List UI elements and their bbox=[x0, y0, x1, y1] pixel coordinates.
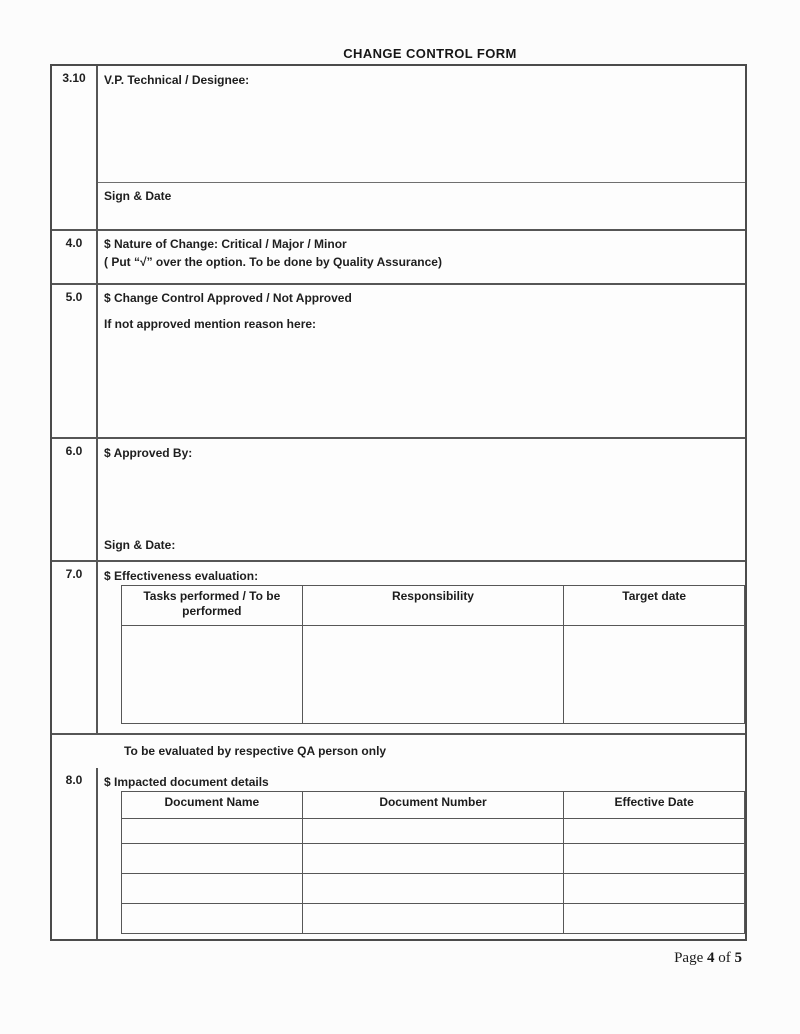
responsibility-header: Responsibility bbox=[302, 586, 564, 626]
row-3-10-content bbox=[98, 66, 745, 229]
empty-cell bbox=[564, 874, 745, 904]
empty-cell bbox=[122, 626, 303, 724]
tasks-performed-header: Tasks performed / To be performed bbox=[122, 586, 303, 626]
row-6-0 bbox=[52, 437, 745, 560]
change-control-form-table bbox=[50, 64, 747, 941]
row-7-0 bbox=[52, 560, 745, 733]
empty-cell bbox=[122, 844, 303, 874]
row-5-0-content bbox=[98, 285, 745, 437]
vp-technical-label: V.P. Technical / Designee: bbox=[104, 73, 250, 87]
page-footer-current: 4 bbox=[707, 950, 715, 966]
row-number: 4.0 bbox=[52, 231, 98, 283]
table-row bbox=[122, 874, 745, 904]
page-title: CHANGE CONTROL FORM bbox=[343, 46, 517, 61]
row-number: 5.0 bbox=[52, 285, 98, 437]
empty-cell bbox=[302, 874, 564, 904]
target-date-header: Target date bbox=[564, 586, 745, 626]
table-row bbox=[122, 844, 745, 874]
row-7-0-content bbox=[98, 562, 745, 733]
effective-date-header: Effective Date bbox=[564, 792, 745, 819]
impacted-document-details-label: $ Impacted document details bbox=[104, 775, 269, 789]
empty-cell bbox=[122, 874, 303, 904]
qa-evaluation-note: To be evaluated by respective QA person only bbox=[52, 733, 745, 768]
table-row bbox=[122, 904, 745, 934]
row-4-0 bbox=[52, 229, 745, 283]
table-row bbox=[122, 626, 745, 724]
impacted-documents-table bbox=[121, 791, 745, 934]
empty-cell bbox=[564, 819, 745, 844]
empty-cell bbox=[564, 844, 745, 874]
page-footer-total: 5 bbox=[734, 950, 742, 966]
not-approved-reason-label: If not approved mention reason here: bbox=[104, 317, 317, 331]
row-number: 7.0 bbox=[52, 562, 98, 733]
effectiveness-evaluation-label: $ Effectiveness evaluation: bbox=[104, 569, 259, 583]
nature-of-change-label: $ Nature of Change: Critical / Major / Minor bbox=[104, 237, 347, 251]
nature-of-change-instruction: ( Put “√” over the option. To be done by Quality Assurance) bbox=[104, 255, 442, 269]
row-4-0-content bbox=[98, 231, 745, 283]
empty-cell bbox=[302, 819, 564, 844]
table-header-row bbox=[122, 586, 745, 626]
page-footer-of: of bbox=[718, 950, 731, 966]
row-number: 6.0 bbox=[52, 439, 98, 560]
row-number: 3.10 bbox=[52, 66, 98, 229]
row-5-0 bbox=[52, 283, 745, 437]
empty-cell bbox=[302, 626, 564, 724]
page-footer bbox=[674, 950, 742, 967]
row-number: 8.0 bbox=[52, 768, 98, 939]
row-6-0-content bbox=[98, 439, 745, 560]
empty-cell bbox=[122, 904, 303, 934]
sign-date-label: Sign & Date bbox=[104, 189, 172, 203]
empty-cell bbox=[302, 904, 564, 934]
row-3-10 bbox=[52, 66, 745, 229]
table-header-row bbox=[122, 792, 745, 819]
row-8-0 bbox=[52, 768, 745, 939]
row-8-0-content bbox=[98, 768, 745, 939]
approved-by-label: $ Approved By: bbox=[104, 446, 193, 460]
empty-cell bbox=[564, 904, 745, 934]
empty-cell bbox=[122, 819, 303, 844]
document-number-header: Document Number bbox=[302, 792, 564, 819]
vp-technical-cell bbox=[98, 66, 745, 183]
empty-cell bbox=[564, 626, 745, 724]
sign-date-label: Sign & Date: bbox=[104, 538, 176, 552]
page-footer-prefix: Page bbox=[674, 950, 704, 966]
empty-cell bbox=[302, 844, 564, 874]
effectiveness-evaluation-table bbox=[121, 585, 745, 724]
change-control-approved-label: $ Change Control Approved / Not Approved bbox=[104, 291, 352, 305]
document-name-header: Document Name bbox=[122, 792, 303, 819]
table-row bbox=[122, 819, 745, 844]
